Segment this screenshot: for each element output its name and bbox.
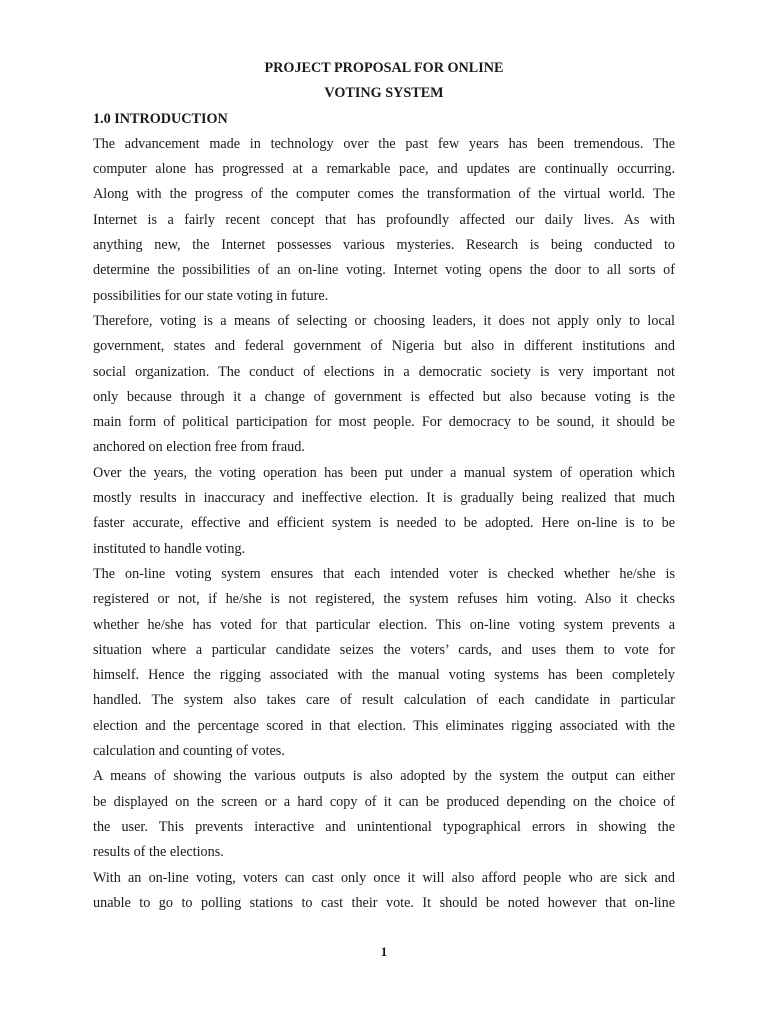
- body-text: [93, 132, 675, 916]
- paragraph-line: social organization. The conduct of elections in a democratic society is very important not: [93, 363, 675, 380]
- paragraph-line: only because through it a change of government is effected but also because voting is the: [93, 388, 675, 405]
- document-title-line-1: PROJECT PROPOSAL FOR ONLINE: [264, 60, 504, 76]
- paragraph-line: mostly results in inaccuracy and ineffective election. It is gradually being realized that much: [93, 490, 675, 507]
- paragraph-line: anything new, the Internet possesses various mysteries. Research is being conducted to: [93, 237, 675, 254]
- paragraph-line: The advancement made in technology over the past few years has been tremendous. The: [93, 135, 675, 152]
- paragraph-line: be displayed on the screen or a hard copy of it can be produced depending on the choice of: [93, 793, 675, 810]
- section-heading: 1.0 INTRODUCTION: [93, 110, 228, 127]
- paragraph: [93, 866, 675, 917]
- paragraph: [93, 132, 675, 309]
- paragraph-line: determine the possibilities of an on-line voting. Internet voting opens the door to all sorts of: [93, 262, 675, 279]
- paragraph-line: situation where a particular candidate seizes the voters’ cards, and uses them to vote for: [93, 641, 675, 658]
- paragraph-line: Therefore, voting is a means of selecting or choosing leaders, it does not apply only to local: [93, 312, 675, 329]
- paragraph-line: registered or not, if he/she is not registered, the system refuses him voting. Also it checks: [93, 591, 675, 608]
- paragraph-line: possibilities for our state voting in future.: [93, 287, 329, 304]
- paragraph-line: calculation and counting of votes.: [93, 743, 285, 760]
- paragraph-line: A means of showing the various outputs is also adopted by the system the output can either: [93, 768, 675, 785]
- paragraph-line: anchored on election free from fraud.: [93, 439, 305, 456]
- paragraph-line: faster accurate, effective and efficient system is needed to be adopted. Here on-line is to be: [93, 515, 675, 532]
- document-title-line-2: VOTING SYSTEM: [324, 85, 444, 102]
- paragraph-line: Along with the progress of the computer comes the transformation of the virtual world. The: [93, 186, 675, 203]
- paragraph-line: With an on-line voting, voters can cast only once it will also afford people who are sick and: [93, 869, 675, 886]
- paragraph-line: main form of political participation for most people. For democracy to be sound, it should be: [93, 414, 675, 431]
- paragraph-line: instituted to handle voting.: [93, 540, 246, 557]
- paragraph: [93, 309, 675, 461]
- paragraph-line: Over the years, the voting operation has been put under a manual system of operation which: [93, 464, 675, 481]
- paragraph-line: election and the percentage scored in that election. This eliminates rigging associated with the: [93, 717, 675, 734]
- paragraph: [93, 461, 675, 562]
- document-page: [93, 56, 675, 916]
- paragraph-line: computer alone has progressed at a remarkable pace, and updates are continually occurring.: [93, 161, 675, 178]
- page-number: 1: [380, 944, 388, 959]
- paragraph-line: himself. Hence the rigging associated with the manual voting systems has been completely: [93, 667, 675, 684]
- paragraph-line: The on-line voting system ensures that each intended voter is checked whether he/she is: [93, 565, 675, 582]
- paragraph-line: whether he/she has voted for that particular election. This on-line voting system prevents a: [93, 616, 675, 633]
- paragraph: [93, 764, 675, 865]
- paragraph-line: unable to go to polling stations to cast their vote. It should be noted however that on-line: [93, 894, 675, 911]
- paragraph-line: results of the elections.: [93, 844, 224, 861]
- paragraph-line: Internet is a fairly recent concept that has profoundly affected our daily lives. As with: [93, 211, 675, 228]
- paragraph-line: the user. This prevents interactive and unintentional typographical errors in showing the: [93, 818, 675, 835]
- paragraph: [93, 562, 675, 764]
- paragraph-line: government, states and federal government of Nigeria but also in different institutions and: [93, 338, 675, 355]
- paragraph-line: handled. The system also takes care of result calculation of each candidate in particular: [93, 692, 675, 709]
